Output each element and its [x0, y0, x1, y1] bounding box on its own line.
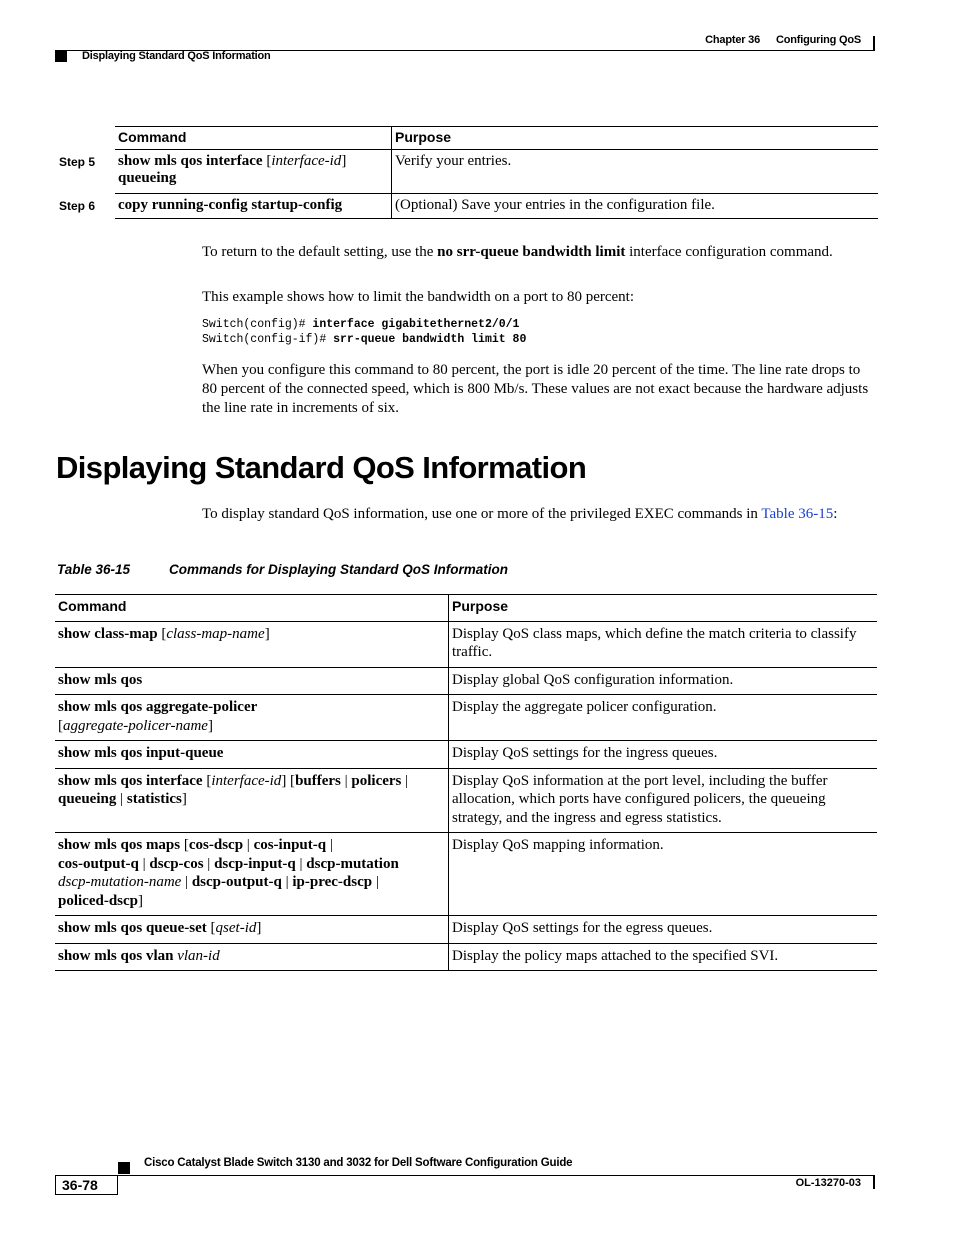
separator: | [243, 837, 254, 853]
purpose-cell: (Optional) Save your entries in the configuration file. [392, 194, 879, 219]
command-keyword: no srr-queue bandwidth limit [437, 244, 626, 260]
bracket: ] [264, 625, 270, 642]
separator: | [138, 855, 150, 872]
text: To display standard QoS information, use one or more of the privileged EXEC commands in [202, 506, 762, 522]
column-header-command: Command [55, 595, 449, 622]
commands-table [55, 594, 877, 971]
footer-guide-title: Cisco Catalyst Blade Switch 3130 and 3032 for Dell Software Configuration Guide [144, 1157, 573, 1169]
footer-square [118, 1162, 130, 1174]
column-header-purpose: Purpose [449, 595, 878, 622]
bracket: ] [181, 791, 187, 807]
column-header-command: Command [115, 127, 392, 150]
footer-rule [118, 1175, 875, 1176]
separator: | [326, 837, 333, 853]
command-cell [55, 943, 449, 971]
steps-table-header [115, 127, 878, 150]
document-id: OL-13270-03 [795, 1177, 861, 1189]
command-argument: class-map-name [166, 625, 265, 642]
column-header-purpose: Purpose [392, 127, 879, 150]
purpose-cell: Display QoS settings for the egress queues. [449, 916, 878, 944]
command-option: cos-dscp [188, 837, 244, 853]
table-row [55, 621, 877, 667]
command-option: dscp-cos [149, 855, 204, 872]
command-option: policed-dscp [58, 892, 139, 909]
table-row [55, 916, 877, 944]
command-argument: dscp-mutation-name [58, 874, 182, 890]
table-row [55, 695, 877, 741]
step-5-label: Step 5 [59, 155, 96, 169]
bracket: [ [157, 625, 167, 642]
table-row [55, 768, 877, 833]
command-keyword: show mls qos interface [58, 772, 203, 789]
purpose-cell: Display QoS settings for the ingress queues. [449, 741, 878, 769]
bracket: [ [58, 717, 63, 734]
header-chapter [705, 34, 861, 46]
purpose-cell: Verify your entries. [392, 150, 879, 194]
bracket: [ [202, 772, 212, 789]
table-title: Commands for Displaying Standard QoS Information [169, 562, 509, 577]
chapter-title: Configuring QoS [776, 34, 861, 46]
command-keyword: queueing [118, 170, 177, 186]
command-keyword: show mls qos vlan [58, 947, 174, 964]
separator: | [281, 874, 293, 890]
header-section: Displaying Standard QoS Information [82, 50, 271, 62]
command-option: ip-prec-dscp [292, 874, 373, 890]
table-row [55, 667, 877, 695]
command-option: dscp-output-q [191, 874, 282, 890]
code-prompt: Switch(config-if)# [202, 333, 334, 346]
command-keyword: copy running-config startup-config [118, 197, 343, 213]
code-command: srr-queue bandwidth limit 80 [333, 333, 527, 346]
command-keyword: show mls qos maps [58, 837, 181, 853]
command-keyword: show mls qos [58, 671, 143, 688]
command-cell [115, 194, 392, 219]
command-argument: vlan-id [177, 947, 220, 964]
separator: | [401, 772, 409, 789]
page-number: 36-78 [62, 1177, 98, 1193]
bracket: ] [ [281, 772, 296, 789]
code-command: interface gigabitethernet2/0/1 [312, 318, 520, 331]
bracket: ] [256, 920, 262, 936]
purpose-cell: Display the aggregate policer configuration. [449, 695, 878, 741]
purpose-cell: Display QoS class maps, which define the match criteria to classify traffic. [449, 621, 878, 667]
bracket: ] [138, 892, 144, 909]
command-option: buffers [295, 772, 341, 789]
bracket: [ [206, 920, 216, 936]
footer-tick [873, 1175, 875, 1189]
command-keyword: show class-map [58, 625, 158, 642]
table-row [115, 194, 878, 219]
command-option: policers [351, 772, 402, 789]
command-keyword: show mls qos queue-set [58, 920, 207, 936]
command-argument: qset-id [215, 920, 257, 936]
paragraph-line-rate: When you configure this command to 80 percent, the port is idle 20 percent of the time. The line rate drops to 80 percent of the connected speed, which is 800 Mb/s. These values are not exact because the hardware adjusts the line rate in increments of six. [202, 362, 869, 416]
separator: | [340, 772, 352, 789]
table-link[interactable]: Table 36-15 [761, 506, 834, 522]
steps-table [115, 126, 878, 219]
command-cell [55, 621, 449, 667]
header-tick [873, 36, 875, 50]
command-cell [55, 833, 449, 916]
command-keyword: show mls qos aggregate-policer [58, 699, 258, 715]
text: : [833, 506, 838, 522]
bracket: [ [180, 837, 189, 853]
table-row [115, 150, 878, 194]
command-argument: aggregate-policer-name [63, 717, 208, 734]
separator: | [372, 874, 379, 890]
text: To return to the default setting, use the [202, 244, 438, 260]
command-cell [55, 667, 449, 695]
separator: | [116, 791, 127, 807]
command-option: statistics [126, 791, 182, 807]
step-6-label: Step 6 [59, 199, 96, 213]
paragraph-example-intro: This example shows how to limit the bandwidth on a port to 80 percent: [202, 289, 635, 305]
command-keyword: show mls qos interface [118, 153, 263, 169]
paragraph-display-intro [202, 505, 877, 524]
bracket: ] [341, 153, 347, 169]
commands-table-header [55, 595, 877, 622]
command-cell [55, 695, 449, 741]
table-row [55, 741, 877, 769]
command-cell [55, 768, 449, 833]
code-example [202, 317, 526, 347]
command-argument: interface-id [271, 153, 342, 169]
command-cell [55, 741, 449, 769]
purpose-cell: Display global QoS configuration information. [449, 667, 878, 695]
purpose-cell: Display QoS mapping information. [449, 833, 878, 916]
command-option: dscp-input-q [214, 855, 296, 872]
command-option: dscp-mutation [306, 855, 399, 872]
purpose-cell: Display QoS information at the port level, including the buffer allocation, which ports have configured policers, the queueing strategy, and the ingress and egress statistics. [449, 768, 878, 833]
table-caption [57, 562, 508, 577]
header-square [55, 50, 67, 62]
separator: | [181, 874, 192, 890]
table-number: Table 36-15 [57, 562, 131, 577]
paragraph-default-setting [202, 243, 877, 262]
code-prompt: Switch(config)# [202, 318, 313, 331]
text: interface configuration command. [625, 244, 833, 260]
command-cell [55, 916, 449, 944]
command-cell [115, 150, 392, 194]
table-row [55, 943, 877, 971]
purpose-cell: Display the policy maps attached to the specified SVI. [449, 943, 878, 971]
separator: | [203, 855, 215, 872]
chapter-number: Chapter 36 [705, 34, 761, 46]
separator: | [295, 855, 307, 872]
command-option: cos-output-q [58, 855, 139, 872]
command-keyword: show mls qos input-queue [58, 745, 224, 761]
section-title: Displaying Standard QoS Information [56, 450, 587, 485]
table-row [55, 833, 877, 916]
command-argument: interface-id [211, 772, 282, 789]
command-option: queueing [58, 791, 117, 807]
bracket: ] [207, 717, 213, 734]
command-option: cos-input-q [253, 837, 327, 853]
bracket: [ [262, 153, 272, 169]
